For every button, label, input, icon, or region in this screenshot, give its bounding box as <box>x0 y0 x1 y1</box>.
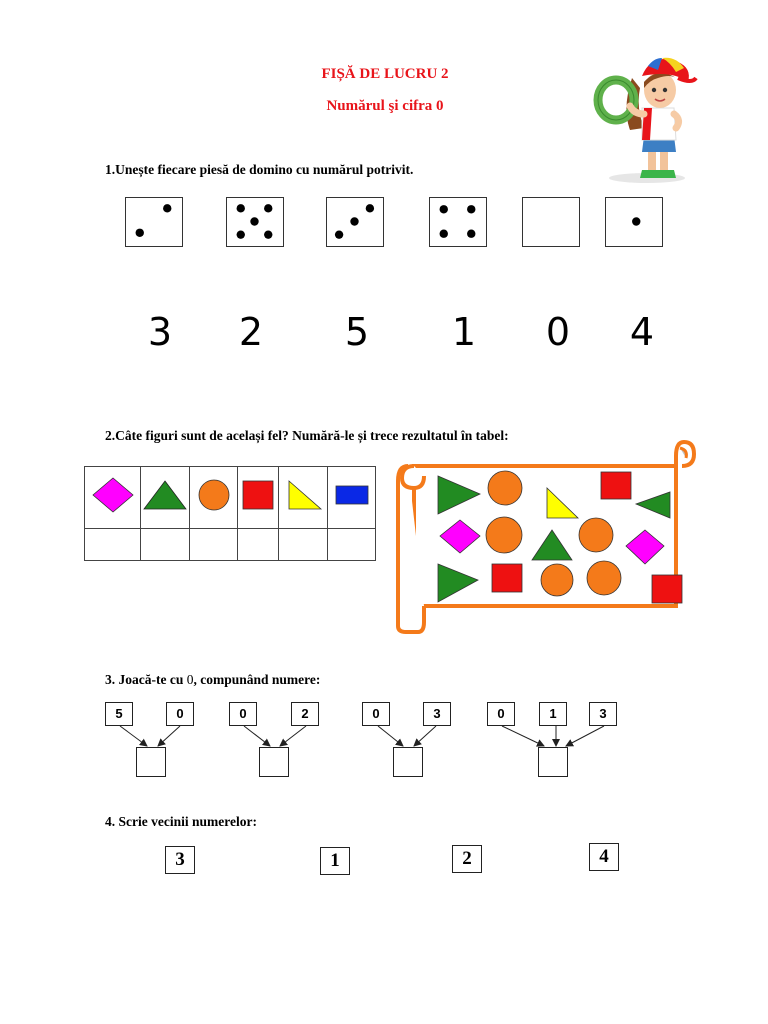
answer-box[interactable] <box>393 747 423 777</box>
neighbor-number-box: 3 <box>165 846 195 874</box>
match-number[interactable]: 2 <box>238 310 264 354</box>
neighbor-number-box: 4 <box>589 843 619 871</box>
digit-box: 1 <box>539 702 567 726</box>
match-number[interactable]: 3 <box>147 310 173 354</box>
digit-box: 3 <box>423 702 451 726</box>
digit-box: 0 <box>166 702 194 726</box>
task3-instruction: 3. Joacă-te cu 0, compunând numere: <box>105 672 321 687</box>
answer-box[interactable] <box>538 747 568 777</box>
match-number[interactable]: 5 <box>344 310 370 354</box>
match-number[interactable]: 1 <box>451 310 477 354</box>
digit-box: 0 <box>229 702 257 726</box>
digit-box: 3 <box>589 702 617 726</box>
answer-box[interactable] <box>259 747 289 777</box>
match-number[interactable]: 0 <box>545 310 571 354</box>
page-subtitle: Numărul şi cifra 0 <box>326 98 444 114</box>
page-title: FIȘĂ DE LUCRU 2 <box>321 66 449 82</box>
task1-instruction: 1.Unește fiecare piesă de domino cu numărul potrivit. <box>105 162 414 177</box>
task3-zero: 0 <box>186 672 194 687</box>
neighbor-number-box: 1 <box>320 847 350 875</box>
neighbor-number-box: 2 <box>452 845 482 873</box>
digit-box: 0 <box>362 702 390 726</box>
digit-box: 5 <box>105 702 133 726</box>
task2-instruction: 2.Câte figuri sunt de același fel? Numără-le și trece rezultatul în tabel: <box>105 428 509 443</box>
answer-box[interactable] <box>136 747 166 777</box>
task4-instruction: 4. Scrie vecinii numerelor: <box>105 814 257 829</box>
match-number[interactable]: 4 <box>629 310 655 354</box>
digit-box: 2 <box>291 702 319 726</box>
digit-box: 0 <box>487 702 515 726</box>
